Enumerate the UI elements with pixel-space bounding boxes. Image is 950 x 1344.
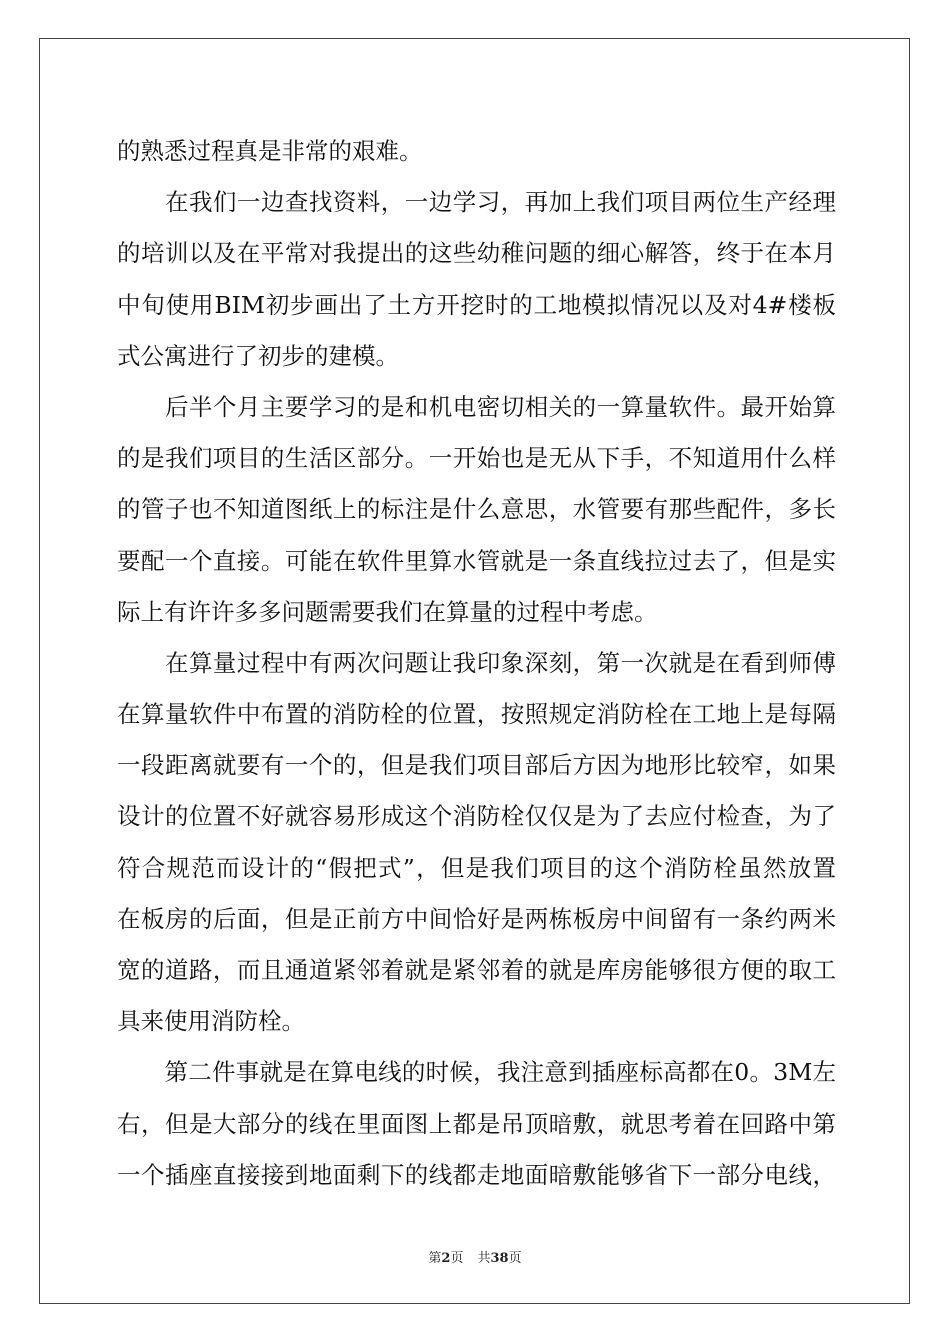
- document-body: [117, 126, 836, 1201]
- text-line: 在算量过程中有两次问题让我印象深刻，第一次就是在看到师傅: [117, 648, 836, 677]
- text-line: 的是我们项目的生活区部分。一开始也是无从下手，不知道用什么样: [117, 444, 836, 473]
- text-line: 在算量软件中布置的消防栓的位置，按照规定消防栓在工地上是每隔: [117, 700, 836, 729]
- text-line: 一段距离就要有一个的，但是我们项目部后方因为地形比较窄，如果: [117, 751, 836, 780]
- text-line: 在板房的后面，但是正前方中间恰好是两栋板房中间留有一条约两米: [117, 904, 836, 933]
- text-line: 式公寓进行了初步的建模。: [117, 341, 399, 370]
- text-line: 设计的位置不好就容易形成这个消防栓仅仅是为了去应付检查，为了: [117, 802, 836, 831]
- text-line: 的培训以及在平常对我提出的这些幼稚问题的细心解答，终于在本月: [117, 239, 836, 268]
- page-prefix: 第: [428, 1251, 442, 1266]
- total-pages: 38: [490, 1251, 509, 1266]
- total-prefix: 共: [477, 1251, 491, 1266]
- text-line: 在我们一边查找资料，一边学习，再加上我们项目两位生产经理: [117, 188, 836, 217]
- text-line: 一个插座直接接到地面剩下的线都走地面暗敷能够省下一部分电线，: [117, 1160, 836, 1189]
- text-line: 中旬使用BIM初步画出了土方开挖时的工地模拟情况以及对4#楼板: [117, 290, 836, 319]
- text-line: 的熟悉过程真是非常的艰难。: [117, 137, 423, 165]
- text-line: 际上有许许多多问题需要我们在算量的过程中考虑。: [117, 597, 658, 626]
- total-suffix: 页: [508, 1251, 522, 1266]
- page-footer: [0, 1247, 950, 1266]
- text-line: 要配一个直接。可能在软件里算水管就是一条直线拉过去了，但是实: [117, 546, 836, 575]
- text-line: 的管子也不知道图纸上的标注是什么意思，水管要有那些配件，多长: [117, 495, 836, 524]
- text-line: 宽的道路，而且通道紧邻着就是紧邻着的就是库房能够很方便的取工: [117, 956, 836, 984]
- text-line: 右，但是大部分的线在里面图上都是吊顶暗敷，就思考着在回路中第: [117, 1109, 836, 1138]
- text-line: 符合规范而设计的“假把式”，但是我们项目的这个消防栓虽然放置: [117, 853, 836, 882]
- text-line: 后半个月主要学习的是和机电密切相关的一算量软件。最开始算: [117, 392, 836, 421]
- text-line: 第二件事就是在算电线的时候，我注意到插座标高都在0。3M左: [117, 1058, 836, 1087]
- text-line: 具来使用消防栓。: [117, 1007, 305, 1036]
- page-suffix: 页: [450, 1251, 464, 1266]
- page-number: 2: [441, 1251, 451, 1266]
